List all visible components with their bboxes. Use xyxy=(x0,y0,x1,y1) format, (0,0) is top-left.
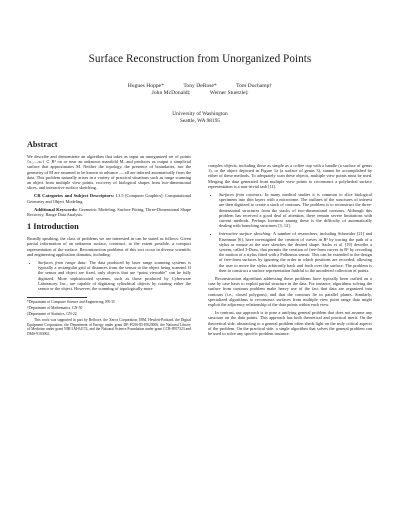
body-paragraph: In contrast, our approach is to pose a unifying general problem that does not assume any structure on the data points. This approach has both theoretical and practical merit. On the theoretical side, abstracting to a general problem often sheds light on the truly critical aspects of the problem. On the practical side, a single algorithm that solves the general problem can be used to solve any specific problem instance. xyxy=(208,310,372,337)
keywords xyxy=(27,207,191,217)
item-label: Surfaces from contours: xyxy=(219,192,263,198)
author-name: Hugues Hoppe* xyxy=(127,83,164,89)
item-label: Surfaces from range data: xyxy=(38,260,87,266)
footnote: †Department of Mathematics, GN-50 xyxy=(27,306,83,311)
body-paragraph: Reconstruction algorithms addressing these problems have typically been crafted on a case by case basis to exploit partial structure in the data. For instance, algorithms solving the surface from contours problem make heavy use of the fact that data are organized into contours (i.e., closed polygons), and that the contours lie in parallel planes. Similarly, specialized algorithms to reconstruct surfaces from multiple view point range data might exploit the adjacency relationship of the data points within each view. xyxy=(208,276,372,308)
intro-paragraph: Broadly speaking, the class of problems we are interested in can be stated as follows: Given partial information of an unknown surface, construct, to the extent possible, a compact representation of the surface. Reconstruction problems of this sort occur in diverse scientific and engineering application domains, including: xyxy=(27,236,191,257)
author-name: Tony DeRose* xyxy=(183,83,217,89)
cr-categories xyxy=(27,193,191,203)
abstract-text: We describe and demonstrate an algorithm that takes as input an unorganized set of points {x₁,...,xₙ} ⊂ R³ on or near an unknown manifold M, and produces as output a simplicial surface that approximates M. Neither the topology, the presence of boundaries, nor the geometry of M are assumed to be known in advance — all are inferred automatically from the data. This problem naturally arises in a variety of practical situations such as range scanning an object from multiple view points, recovery of biological shapes from two-dimensional slices, and interactive surface sketching. xyxy=(27,154,191,191)
left-column xyxy=(27,140,191,338)
footnote-rule xyxy=(27,297,87,298)
right-column xyxy=(208,163,372,339)
application-list xyxy=(208,192,372,273)
application-list xyxy=(27,260,191,291)
continued-paragraph: complex objects, including those as simple as a coffee cup with a handle (a surface of genus 1), or the object depicted in Figure 1a (a surface of genus 3), cannot be accomplished by either of these methods. To adequately scan these objects, multiple view points must be used. Merging the data generated from multiple view points to reconstruct a polyhedral surface representation is a non-trivial task [11]. xyxy=(208,163,372,189)
author-block xyxy=(0,83,400,98)
keywords-label: Additional Keywords: xyxy=(34,206,78,212)
affiliation xyxy=(0,111,400,125)
item-text: The data produced by laser range scanning systems is typically a rectangular grid of distances from the sensor to the object being scanned. If the sensor and object are fixed, only objects that are “point viewable” can be fully digitized. More sophisticated systems, such as those produced by Cyberware Laboratory, Inc., are capable of digitizing cylindrical objects by rotating either the sensor or the object. However, the scanning of topologically more xyxy=(38,260,191,292)
item-label: Interactive surface sketching: xyxy=(219,231,272,237)
cr-label: CR Categories and Subject Descriptors: xyxy=(34,193,115,199)
affiliation-line: Seattle, WA 98195 xyxy=(179,117,221,124)
affiliation-line: University of Washington xyxy=(172,111,228,117)
item-text: A number of researchers, including Schneider [21] and Eisenman [6], have investigated the creation of curves in R² by tracing the path of a stylus or mouse as the user sketches the desired shape. Sachs et al. [19] describe a system, called 3-Draw, that permits the creation of free-form curves in R³ by recording the motion of a stylus fitted with a Polhemus sensor. This can be extended to the design of free-form surfaces by ignoring the order in which positions are recorded, allowing the user to move the stylus arbitrarily back and forth over the surface. The problem is then to construct a surface representation faithful to the unordered collection of points. xyxy=(219,231,372,273)
paper-title: Surface Reconstruction from Unorganized Points xyxy=(88,53,312,65)
author-row xyxy=(0,90,400,97)
list-item xyxy=(219,192,372,228)
abstract-heading: Abstract xyxy=(27,140,58,149)
cr-text: I.3.5 [Computer Graphics]: Computational Geometry and Object Modeling. xyxy=(27,193,191,204)
footnote: *Department of Computer Science and Engineering, FR-35 xyxy=(27,300,115,305)
list-item xyxy=(38,260,191,291)
author-name: Werner Stuetzle‡ xyxy=(209,90,249,97)
author-name: John McDonald‡ xyxy=(151,90,191,97)
funding-note: This work was supported in part by Bellcore, the Xerox Corporation, IBM, Hewlett-Packard, the Digital Equipment Corporation, the Department of Energy under grant DE-FG06-85-ER25006, the National Library of Medicine under grant NIH LM-04174, and the National Science Foundation under grant CCR-8957323 and DMS-9103002. xyxy=(27,318,191,336)
footnote: ‡Department of Statistics, GN-22 xyxy=(27,312,77,317)
author-name: Tom Duchamp† xyxy=(236,83,273,89)
keywords-text: Geometric Modeling, Surface Fitting, Three-Dimensional Shape Recovery, Range Data Analysis. xyxy=(27,206,191,218)
list-item xyxy=(219,231,372,273)
item-text: In many medical studies it is common to slice biological specimens into thin layers with a microtome. The outlines of the structures of interest are then digitized to create a stack of contours. The problem is to reconstruct the three-dimensional structures from the stacks of two-dimensional contours. Although this problem has received a good deal of attention, there remain severe limitations with current methods. Perhaps foremost among these is the difficulty of automatically dealing with branching structures [3, 12]. xyxy=(219,192,372,229)
section-heading: 1 Introduction xyxy=(27,222,79,232)
author-row xyxy=(0,83,400,90)
